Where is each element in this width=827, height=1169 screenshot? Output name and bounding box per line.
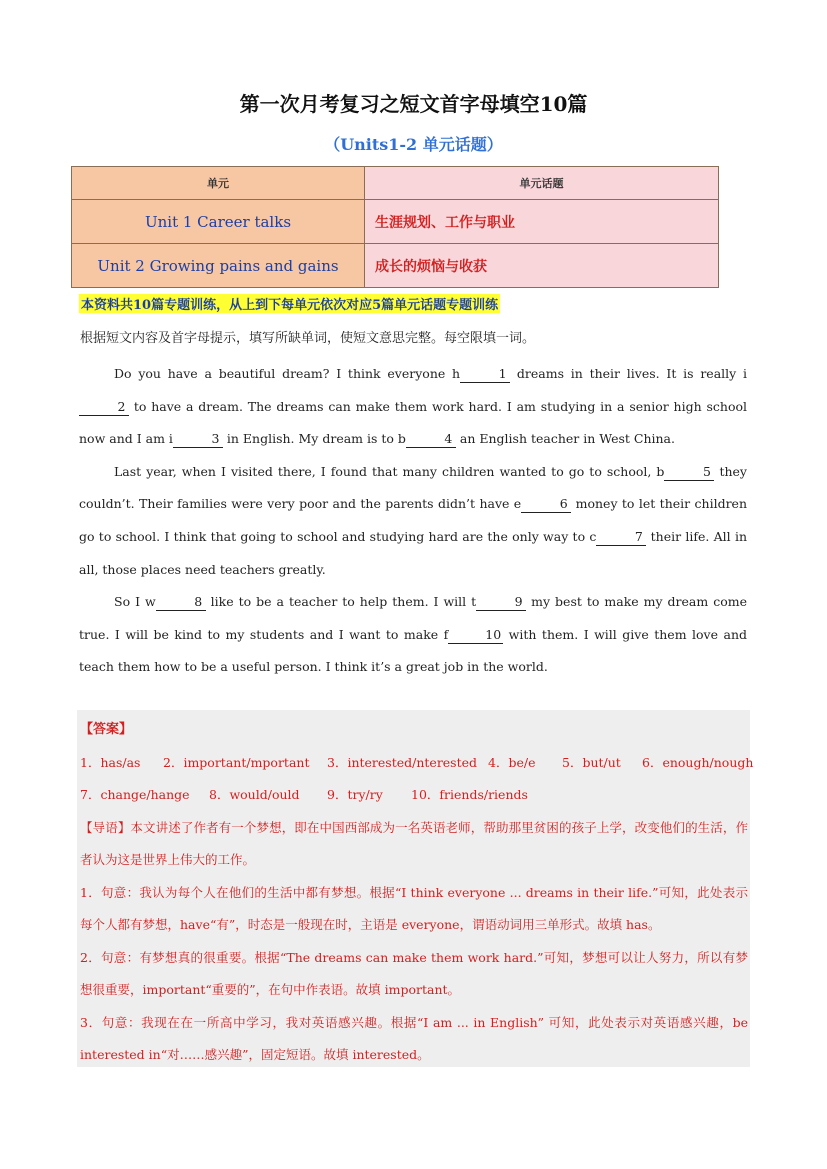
answer-row-1 bbox=[80, 747, 754, 780]
passage-paragraph-2 bbox=[79, 456, 747, 586]
explanation-3: 3．句意：我现在在一所高中学习，我对英语感兴趣。根据“I am ... in English” 可知，此处表示对英语感兴趣，be interested in“对……感兴趣”，固定短语。故填 interested。 bbox=[80, 1014, 748, 1062]
passage-paragraph-1 bbox=[79, 358, 747, 456]
passage-text: money to let their children go to school. I think that going to school and studying hard are the only way to c bbox=[79, 496, 748, 544]
header-topic: 单元话题 bbox=[365, 167, 719, 200]
blank-8[interactable]: 8 bbox=[156, 594, 206, 611]
blank-10[interactable]: 10 bbox=[448, 627, 503, 644]
passage-text: with them. I will give them love and teach them how to be a useful person. I think it’s a great job in the world. bbox=[79, 626, 747, 675]
blank-2[interactable]: 2 bbox=[79, 399, 129, 416]
passage-text: So I w bbox=[114, 594, 156, 610]
answer-content bbox=[80, 714, 754, 1072]
answer-item: 8．would/ould bbox=[209, 787, 300, 802]
highlight-notice: 本资料共10篇专题训练，从上到下每单元依次对应5篇单元话题专题训练 bbox=[79, 294, 500, 313]
blank-6[interactable]: 6 bbox=[521, 496, 571, 513]
unit-1-topic: 生涯规划、工作与职业 bbox=[365, 200, 719, 244]
document-subtitle: （Units1-2 单元话题） bbox=[324, 135, 503, 154]
unit-2-topic: 成长的烦恼与收获 bbox=[365, 244, 719, 288]
answer-item: 10．friends/riends bbox=[411, 787, 528, 802]
answer-item: 7．change/hange bbox=[80, 787, 190, 802]
blank-3[interactable]: 3 bbox=[173, 431, 223, 448]
passage-text: dreams in their lives. It is really i bbox=[510, 366, 747, 381]
passage-text: to have a dream. The dreams can make them work hard. I am studying in a senior high school now and I am i bbox=[79, 398, 747, 447]
document-title: 第一次月考复习之短文首字母填空10篇 bbox=[239, 92, 588, 116]
answer-guide: 【导语】本文讲述了作者有一个梦想，即在中国西部成为一名英语老师，帮助那里贫困的孩子上学，改变他们的生活，作者认为这是世界上伟大的工作。 bbox=[80, 819, 748, 867]
passage-text: their life. All in all, those places need teachers greatly. bbox=[79, 528, 747, 577]
answer-heading: 【答案】 bbox=[80, 722, 133, 737]
answer-item: 1．has/as bbox=[80, 754, 141, 770]
blank-9[interactable]: 9 bbox=[476, 594, 526, 611]
passage-text: an English teacher in West China. bbox=[455, 431, 675, 447]
answer-item: 6．enough/nough bbox=[642, 754, 754, 770]
cloze-passage bbox=[79, 358, 747, 684]
answer-row-2 bbox=[80, 779, 748, 812]
explanation-1: 1．句意：我认为每个人在他们的生活中都有梦想。根据“I think everyone ... dreams in their life.”可知，此处表示每个人都有梦想，have“有”，时态是一般现在时，主语是 everyone，谓语动词用三单形式。故填 has。 bbox=[80, 884, 748, 932]
unit-topic-table bbox=[71, 166, 719, 288]
passage-text: Last year, when I visited there, I found that many children wanted to go to school, b bbox=[114, 463, 665, 479]
table-header-row bbox=[72, 167, 719, 200]
answer-section bbox=[77, 710, 754, 1067]
blank-7[interactable]: 7 bbox=[596, 529, 646, 546]
passage-text: my best to make my dream come true. I will be kind to my students and I want to make f bbox=[79, 594, 747, 642]
passage-text: Do you have a beautiful dream? I think everyone h bbox=[114, 366, 461, 381]
passage-text: they couldn’t. Their families were very poor and the parents didn’t have e bbox=[79, 463, 747, 512]
exercise-instruction: 根据短文内容及首字母提示，填写所缺单词，使短文意思完整。每空限填一词。 bbox=[80, 331, 536, 346]
table-row bbox=[72, 244, 719, 288]
table-row bbox=[72, 200, 719, 244]
answer-item: 5．but/ut bbox=[562, 754, 621, 770]
passage-text: in English. My dream is to b bbox=[222, 431, 406, 447]
unit-1-name: Unit 1 Career talks bbox=[72, 200, 365, 244]
blank-5[interactable]: 5 bbox=[664, 464, 714, 481]
blank-4[interactable]: 4 bbox=[406, 431, 456, 448]
answer-item: 9．try/ry bbox=[327, 787, 383, 802]
header-unit: 单元 bbox=[72, 167, 365, 200]
answer-item: 3．interested/nterested bbox=[327, 754, 478, 770]
passage-paragraph-3 bbox=[79, 586, 747, 684]
answer-item: 2．important/mportant bbox=[163, 754, 310, 770]
answer-item: 4．be/e bbox=[488, 754, 536, 770]
blank-1[interactable]: 1 bbox=[460, 366, 510, 383]
passage-text: like to be a teacher to help them. I will t bbox=[205, 594, 477, 610]
explanation-2: 2．句意：有梦想真的很重要。根据“The dreams can make them work hard.”可知，梦想可以让人努力，所以有梦想很重要，important“重要的”，在句中作表语。故填 important。 bbox=[80, 949, 748, 997]
unit-2-name: Unit 2 Growing pains and gains bbox=[72, 244, 365, 288]
